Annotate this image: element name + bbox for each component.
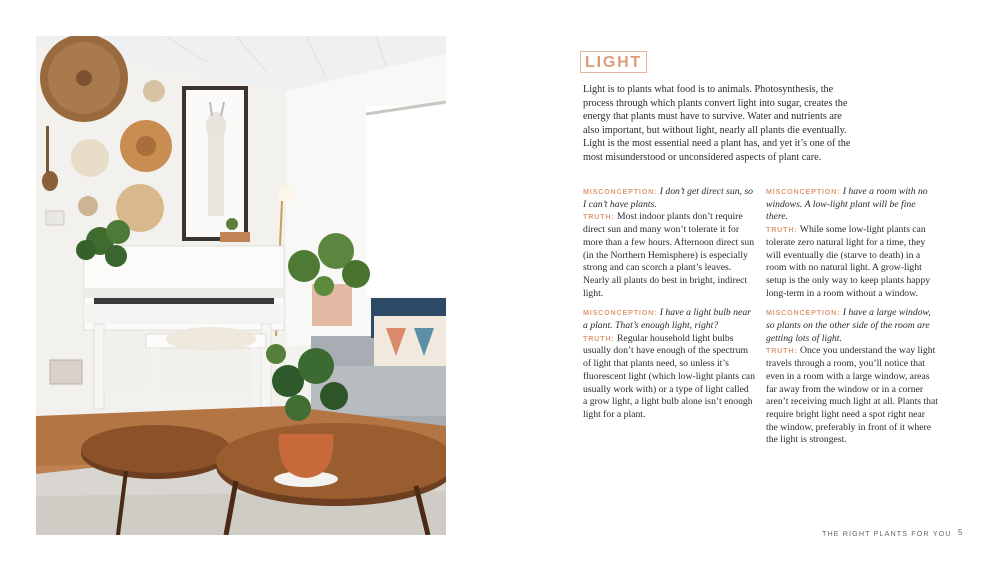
- misconception-block: [766, 307, 938, 447]
- misconception-label: MISCONCEPTION:: [766, 308, 841, 318]
- running-head: THE RIGHT PLANTS FOR YOU: [822, 529, 952, 538]
- misconception-block: [583, 186, 755, 300]
- interior-photo: [36, 36, 446, 535]
- misconception-text: I have a large window, so plants on the other side of the room are getting lots of light.: [766, 307, 931, 344]
- misconception-text: I have a room with no windows. A low-light plant will be fine there.: [766, 186, 928, 223]
- truth-label: TRUTH:: [583, 212, 615, 222]
- section-title: LIGHT: [580, 51, 647, 73]
- misconception-label: MISCONCEPTION:: [583, 308, 658, 318]
- right-column: [766, 186, 938, 454]
- misconception-label: MISCONCEPTION:: [583, 187, 658, 196]
- misconception-label: MISCONCEPTION:: [766, 187, 841, 196]
- truth-text: While some low-light plants can tolerate zero natural light for a time, they will eventually die (starve to death) in a room with no natural light. A grow-light setup is the only way to keep plants happy long-term in a room without a window.: [766, 224, 931, 299]
- truth-text: Once you understand the way light travels through a room, you’ll notice that even in a room with a large window, areas far away from the window or in a corner aren’t receiving much light at all. Plants that require bright light need a spot right near the window, preferably in front of it where the light is strongest.: [766, 345, 938, 446]
- misconception-text: I have a light bulb near a plant. That’s enough light, right?: [583, 307, 751, 332]
- truth-text: Most indoor plants don’t require direct sun and many won’t tolerate it for more than a few hours. Afternoon direct sun (in the Northern Hemisphere) is especially strong and can scorch a plant’s leaves. Nearly all plants do best in bright, indirect light.: [583, 211, 755, 299]
- truth-label: TRUTH:: [766, 346, 798, 356]
- truth-text: Regular household light bulbs usually don’t have enough of the spectrum of light that plants need, so unless it’s fluorescent light (which low-light plants can usually work with) or a type of light called a grow light, a light bulb alone isn’t enough light for a plant.: [583, 332, 755, 420]
- left-column: [583, 186, 755, 429]
- misconception-block: [583, 307, 755, 421]
- truth-label: TRUTH:: [583, 333, 615, 343]
- intro-paragraph: Light is to plants what food is to animals. Photosynthesis, the process through which plants convert light into sugar, creates the energy that plants must have to survive. Water and nutrients are also important, but without light, nearly all plants die eventually. Light is the most essential need a plant has, and yet it’s one of the most misunderstood or unconsidered aspects of plant care.: [583, 84, 851, 163]
- misconception-block: [766, 186, 938, 300]
- misconception-text: I don’t get direct sun, so I can’t have plants.: [583, 186, 753, 210]
- living-room-illustration: [36, 36, 446, 535]
- page-number: 5: [958, 528, 963, 537]
- truth-label: TRUTH:: [766, 225, 798, 235]
